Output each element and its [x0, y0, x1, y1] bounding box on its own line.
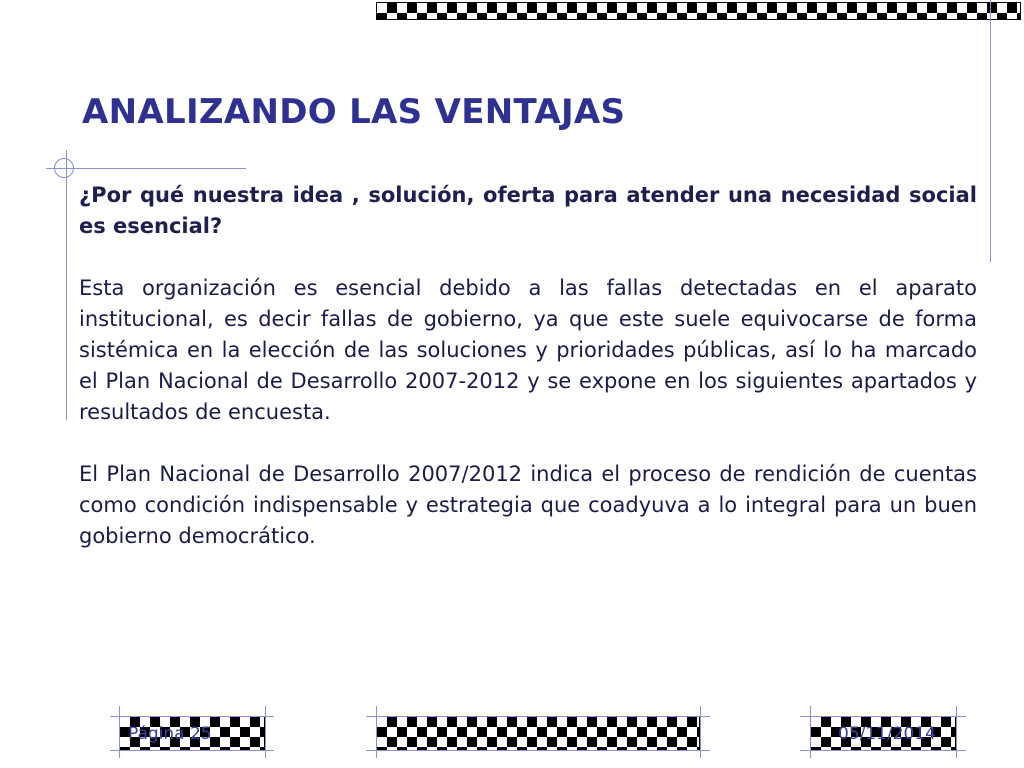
corner-circle-ornament: [54, 158, 74, 178]
footer-date: 05/11/2014: [838, 724, 936, 744]
top-checkered-bar: [376, 2, 1021, 20]
slide-question: ¿Por qué nuestra idea , solución, oferta para atender una necesidad social es esencial?: [79, 183, 977, 238]
footer-center-box: [376, 716, 700, 751]
left-horizontal-rule: [46, 168, 246, 169]
slide-paragraph-2: El Plan Nacional de Desarrollo 2007/2012 indica el proceso de rendición de cuentas como condición indispensable y estrategia que coadyuva a lo integral para un buen gobierno democrático.: [79, 462, 977, 548]
left-vertical-rule: [66, 150, 67, 420]
slide-title: ANALIZANDO LAS VENTAJAS: [82, 92, 626, 132]
footer-date-hline-top: [800, 716, 966, 717]
right-vertical-rule: [990, 0, 991, 262]
slide-body: [79, 180, 977, 583]
footer-date-hline-bottom: [800, 750, 966, 751]
footer-center-hline-top: [366, 716, 710, 717]
footer-center-hline-bottom: [366, 750, 710, 751]
footer-page-hline-bottom: [110, 750, 274, 751]
slide-paragraph-1: Esta organización es esencial debido a las fallas detectadas en el aparato institucional, es decir fallas de gobierno, ya que este suele equivocarse de forma sistémica en la elección de las soluciones y prioridades públicas, así lo ha marcado el Plan Nacional de Desarrollo 2007-2012 y se expone en los siguientes apartados y resultados de encuesta.: [79, 276, 977, 424]
footer-page-hline-top: [110, 716, 274, 717]
footer-page-number: Página 25: [128, 724, 212, 744]
